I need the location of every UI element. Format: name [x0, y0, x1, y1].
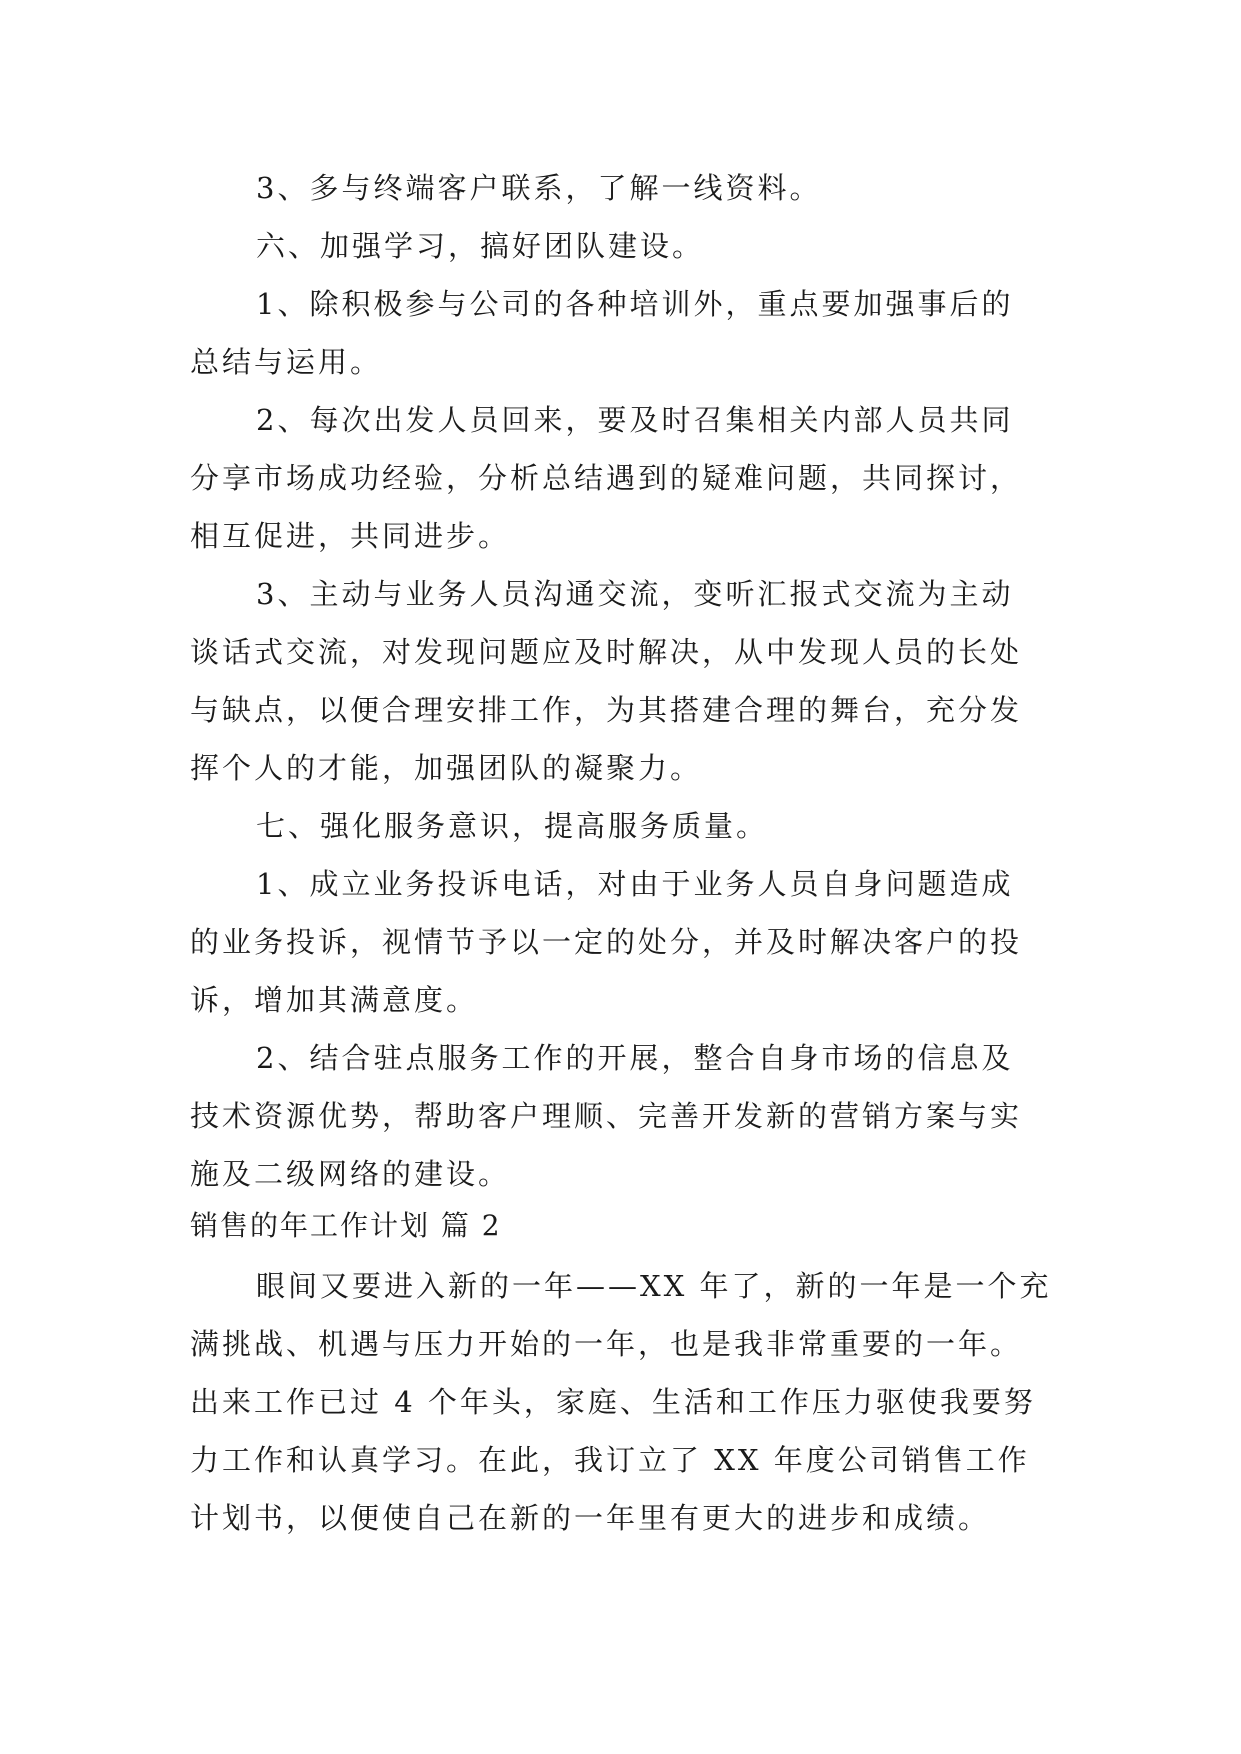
text-line: 3、主动与业务人员沟通交流，变听汇报式交流为主动 — [256, 577, 1014, 611]
text-line: 与缺点，以便合理安排工作，为其搭建合理的舞台，充分发 — [190, 693, 1023, 727]
text-line: 1、成立业务投诉电话，对由于业务人员自身问题造成 — [256, 867, 1014, 901]
text-line: 诉，增加其满意度。 — [190, 983, 479, 1017]
text-line: 2、每次出发人员回来，要及时召集相关内部人员共同 — [256, 403, 1014, 437]
text-line: 施及二级网络的建设。 — [190, 1157, 511, 1191]
text-line: 总结与运用。 — [190, 345, 383, 379]
text-line: 的业务投诉，视情节予以一定的处分，并及时解决客户的投 — [190, 925, 1023, 959]
text-line: 3、多与终端客户联系，了解一线资料。 — [256, 171, 822, 205]
section-heading: 六、加强学习，搞好团队建设。 — [256, 229, 705, 263]
text-line: 满挑战、机遇与压力开始的一年，也是我非常重要的一年。 — [190, 1327, 1023, 1361]
text-line: 挥个人的才能，加强团队的凝聚力。 — [190, 751, 703, 785]
document-title: 销售的年工作计划 篇 2 — [190, 1209, 502, 1242]
text-line: 技术资源优势，帮助客户理顺、完善开发新的营销方案与实 — [190, 1099, 1023, 1133]
text-line: 谈话式交流，对发现问题应及时解决，从中发现人员的长处 — [190, 635, 1023, 669]
text-line: 2、结合驻点服务工作的开展，整合自身市场的信息及 — [256, 1041, 1014, 1075]
text-line: 分享市场成功经验，分析总结遇到的疑难问题，共同探讨， — [190, 461, 1023, 495]
text-line: 1、除积极参与公司的各种培训外，重点要加强事后的 — [256, 287, 1014, 321]
text-line: 力工作和认真学习。在此，我订立了 XX 年度公司销售工作 — [190, 1443, 1030, 1477]
text-line: 相互促进，共同进步。 — [190, 519, 511, 553]
text-line: 眼间又要进入新的一年——XX 年了，新的一年是一个充 — [256, 1269, 1052, 1303]
text-line: 出来工作已过 4 个年头，家庭、生活和工作压力驱使我要努 — [190, 1385, 1036, 1419]
section-heading: 七、强化服务意识，提高服务质量。 — [256, 809, 769, 843]
text-line: 计划书，以便使自己在新的一年里有更大的进步和成绩。 — [190, 1501, 991, 1535]
